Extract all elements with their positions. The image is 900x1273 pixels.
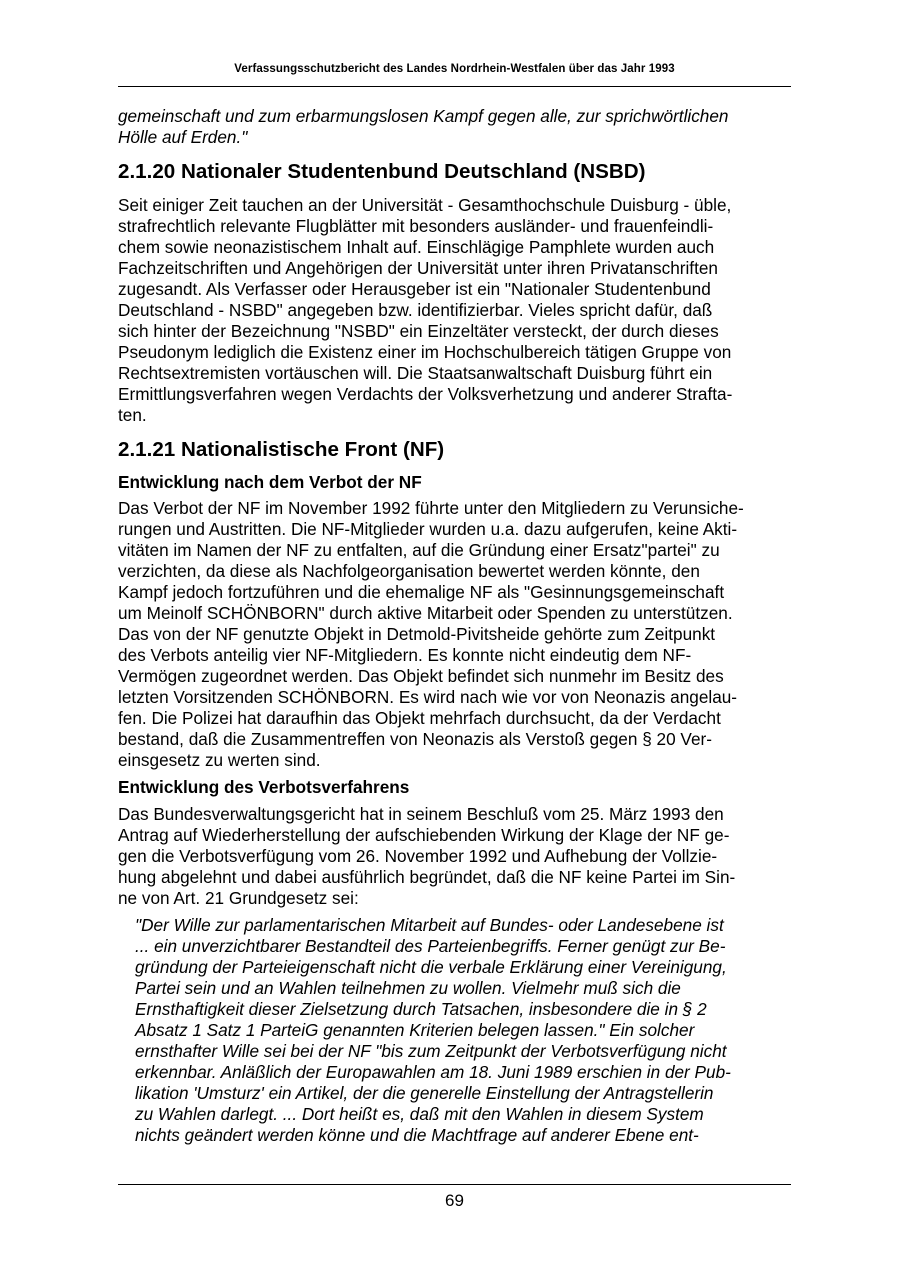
- text-line: gemeinschaft und zum erbarmungslosen Kampf gegen alle, zur sprichwörtlichen: [118, 106, 729, 126]
- text-line: um Meinolf SCHÖNBORN" durch aktive Mitarbeit oder Spenden zu unterstützen.: [118, 603, 733, 623]
- text-line: Partei sein und an Wahlen teilnehmen zu wollen. Vielmehr muß sich die: [135, 978, 681, 998]
- text-line: Absatz 1 Satz 1 ParteiG genannten Kriterien belegen lassen." Ein solcher: [135, 1020, 695, 1040]
- text-line: Das Bundesverwaltungsgericht hat in seinem Beschluß vom 25. März 1993 den: [118, 804, 724, 824]
- quote-continuation: [118, 106, 790, 148]
- text-line: "Der Wille zur parlamentarischen Mitarbeit auf Bundes- oder Landesebene ist: [135, 915, 724, 935]
- text-line: ... ein unverzichtbarer Bestandteil des Parteienbegriffs. Ferner genügt zur Be-: [135, 936, 726, 956]
- text-line: gen die Verbotsverfügung vom 26. November 1992 und Aufhebung der Vollzie-: [118, 846, 718, 866]
- paragraph-nach-verbot: [118, 498, 790, 771]
- text-line: ne von Art. 21 Grundgesetz sei:: [118, 888, 359, 908]
- text-line: einsgesetz zu werten sind.: [118, 750, 321, 770]
- page-number: 69: [445, 1191, 464, 1210]
- text-line: zugesandt. Als Verfasser oder Herausgeber ist ein "Nationaler Studentenbund: [118, 279, 711, 299]
- text-line: nichts geändert werden könne und die Machtfrage auf anderer Ebene ent-: [135, 1125, 699, 1145]
- text-line: bestand, daß die Zusammentreffen von Neonazis als Verstoß gegen § 20 Ver-: [118, 729, 712, 749]
- text-line: des Verbots anteilig vier NF-Mitgliedern. Es konnte nicht eindeutig dem NF-: [118, 645, 692, 665]
- paragraph-verbotsverfahren: [118, 804, 790, 909]
- text-line: Ermittlungsverfahren wegen Verdachts der Volksverhetzung und anderer Strafta-: [118, 384, 733, 404]
- footer-rule: [118, 1184, 791, 1185]
- text-line: ten.: [118, 405, 147, 425]
- section-heading-nsbd: 2.1.20 Nationaler Studentenbund Deutschland (NSBD): [118, 160, 646, 183]
- text-line: ernsthafter Wille sei bei der NF "bis zum Zeitpunkt der Verbotsverfügung nicht: [135, 1041, 727, 1061]
- text-line: Antrag auf Wiederherstellung der aufschiebenden Wirkung der Klage der NF ge-: [118, 825, 730, 845]
- text-line: hung abgelehnt und dabei ausführlich begründet, daß die NF keine Partei im Sin-: [118, 867, 736, 887]
- text-line: sich hinter der Bezeichnung "NSBD" ein Einzeltäter versteckt, der durch dieses: [118, 321, 719, 341]
- text-line: erkennbar. Anläßlich der Europawahlen am 18. Juni 1989 erschien in der Pub-: [135, 1062, 731, 1082]
- text-line: fen. Die Polizei hat daraufhin das Objekt mehrfach durchsucht, da der Verdacht: [118, 708, 721, 728]
- text-line: strafrechtlich relevante Flugblätter mit besonders ausländer- und frauenfeindli-: [118, 216, 714, 236]
- section-heading-nf: 2.1.21 Nationalistische Front (NF): [118, 438, 445, 461]
- header-rule: [118, 86, 791, 87]
- text-line: chem sowie neonazistischem Inhalt auf. Einschlägige Pamphlete wurden auch: [118, 237, 715, 257]
- text-line: Seit einiger Zeit tauchen an der Universität - Gesamthochschule Duisburg - üble,: [118, 195, 732, 215]
- text-line: Das von der NF genutzte Objekt in Detmold-Pivitsheide gehörte zum Zeitpunkt: [118, 624, 716, 644]
- text-line: letzten Vorsitzenden SCHÖNBORN. Es wird nach wie vor von Neonazis angelau-: [118, 687, 738, 707]
- subheading-verbotsverfahren: Entwicklung des Verbotsverfahrens: [118, 777, 410, 797]
- court-quote: [118, 915, 790, 1146]
- page-content: [118, 106, 790, 1146]
- text-line: Kampf jedoch fortzuführen und die ehemalige NF als "Gesinnungsgemeinschaft: [118, 582, 725, 602]
- text-line: zu Wahlen darlegt. ... Dort heißt es, daß mit den Wahlen in diesem System: [135, 1104, 704, 1124]
- text-line: Deutschland - NSBD" angegeben bzw. identifizierbar. Vieles spricht dafür, daß: [118, 300, 713, 320]
- text-line: verzichten, da diese als Nachfolgeorganisation bewertet werden könnte, den: [118, 561, 700, 581]
- text-line: Das Verbot der NF im November 1992 führte unter den Mitgliedern zu Verunsiche-: [118, 498, 744, 518]
- subheading-nach-verbot: Entwicklung nach dem Verbot der NF: [118, 472, 422, 492]
- text-line: likation 'Umsturz' ein Artikel, der die generelle Einstellung der Antragstellerin: [135, 1083, 714, 1103]
- text-line: Fachzeitschriften und Angehörigen der Universität unter ihren Privatanschriften: [118, 258, 718, 278]
- text-line: Hölle auf Erden.": [118, 127, 248, 147]
- text-line: Vermögen zugeordnet werden. Das Objekt befindet sich nunmehr im Besitz des: [118, 666, 724, 686]
- paragraph-nsbd: [118, 195, 790, 426]
- page-header: Verfassungsschutzbericht des Landes Nordrhein-Westfalen über das Jahr 1993: [234, 63, 675, 75]
- text-line: rungen und Austritten. Die NF-Mitglieder wurden u.a. dazu aufgerufen, keine Akti-: [118, 519, 738, 539]
- text-line: Ernsthaftigkeit dieser Zielsetzung durch Tatsachen, insbesondere die in § 2: [135, 999, 707, 1019]
- text-line: gründung der Parteieigenschaft nicht die verbale Erklärung einer Vereinigung,: [135, 957, 727, 977]
- text-line: vitäten im Namen der NF zu entfalten, auf die Gründung einer Ersatz"partei" zu: [118, 540, 720, 560]
- text-line: Rechtsextremisten vortäuschen will. Die Staatsanwaltschaft Duisburg führt ein: [118, 363, 713, 383]
- text-line: Pseudonym lediglich die Existenz einer im Hochschulbereich tätigen Gruppe von: [118, 342, 732, 362]
